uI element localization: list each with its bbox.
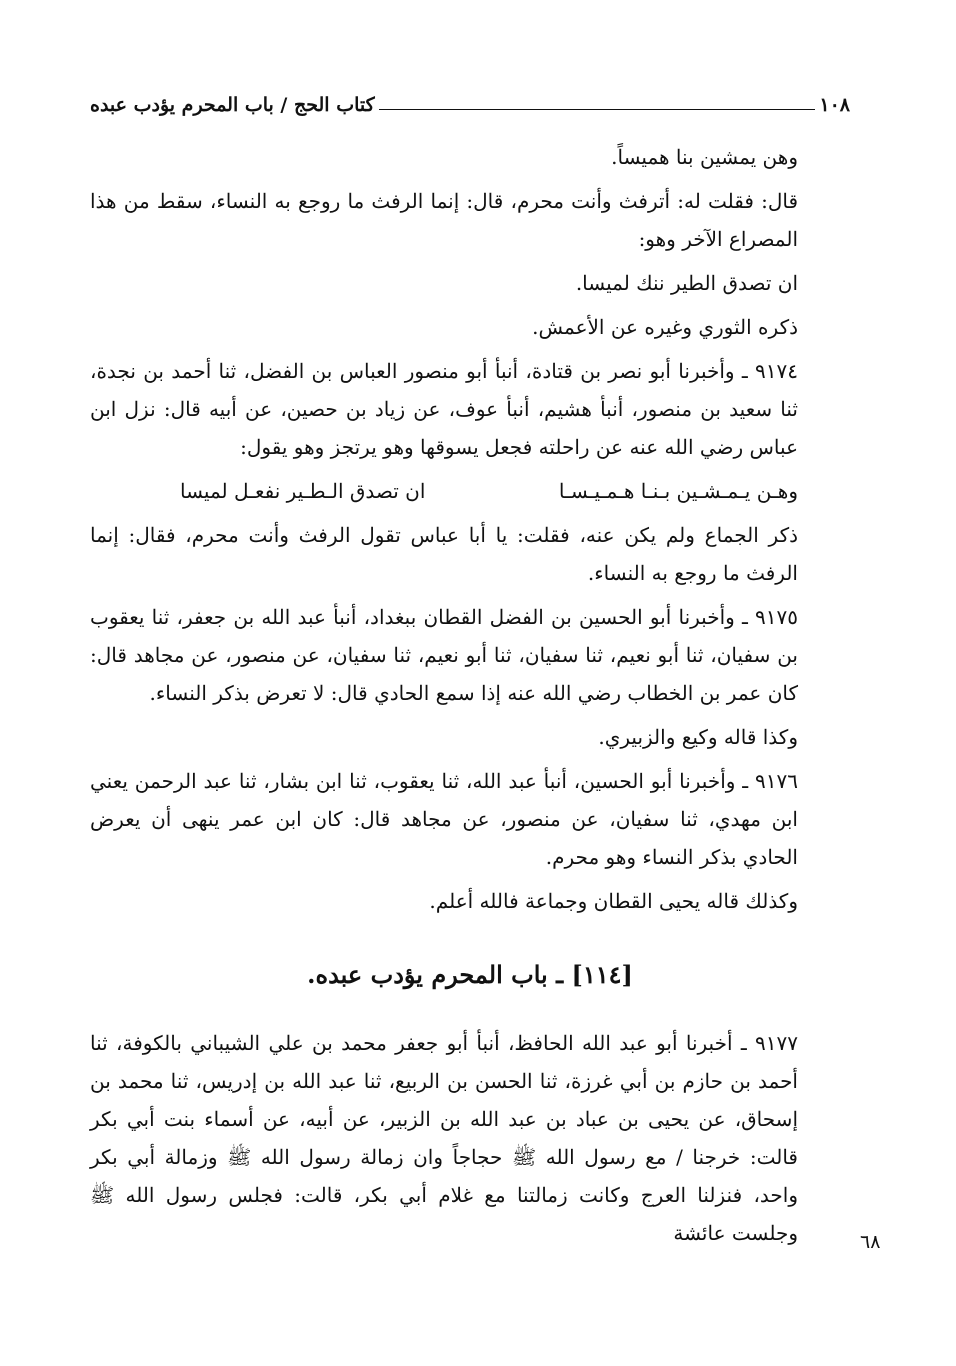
- page-number: ١٠٨: [819, 94, 850, 116]
- paragraph: وهن يمشين بنا هميساً.: [611, 145, 798, 169]
- margin-page-reference: ٦٨: [860, 1231, 881, 1253]
- header-rule: [379, 109, 816, 110]
- paragraph: ان تصدق الطير ننك لميسا.: [575, 271, 798, 295]
- hadith-9176: ٩١٧٦ ـ وأخبرنا أبو الحسين، أنبأ عبد الله، ثنا يعقوب، ثنا ابن بشار، ثنا عبد الرحمن يعني ابن مهدي، ثنا سفيان، عن منصور، عن مجاهد قال: كان ابن عمر ينهى أن يعرض الحادي بذكر النساء وهو محرم.: [90, 769, 798, 869]
- hadith-9175: ٩١٧٥ ـ وأخبرنا أبو الحسين بن الفضل القطان ببغداد، أنبأ عبد الله بن جعفر، ثنا يعقوب بن سفيان، ثنا أبو نعيم، ثنا سفيان، ثنا أبو نعيم، ثنا سفيان، عن منصور، عن مجاهد قال: كان عمر بن الخطاب رضي الله عنه إذا سمع الحادي قال: لا تعرض بذكر النساء.: [90, 605, 798, 705]
- poetry-verse: [90, 472, 850, 510]
- paragraph: ذكر الجماع ولم يكن عنه، فقلت: يا أبا عباس تقول الرفث وأنت محرم، فقال: إنما الرفث ما روجع به النساء.: [90, 523, 798, 585]
- running-title: كتاب الحج / باب المحرم يؤدب عبده: [90, 94, 375, 116]
- chapter-heading: [١١٤] ـ باب المحرم يؤدب عبده.: [307, 960, 633, 989]
- paragraph: قال: فقلت له: أترفث وأنت محرم، قال: إنما الرفث ما روجع به النساء، سقط من هذا المصراع الآخر وهو:: [90, 189, 798, 251]
- verse-first-half: وهـن يـمـشـين بـنـا هـمـيـسـا: [558, 479, 798, 503]
- paragraph: وكذلك قاله يحيى القطان وجماعة فالله أعلم.: [429, 889, 798, 913]
- page: [90, 88, 850, 1258]
- verse-second-half: ان تصدق الـطـير نفعـل لميسا: [180, 479, 426, 503]
- hadith-9177: ٩١٧٧ ـ أخبرنا أبو عبد الله الحافظ، أنبأ أبو جعفر محمد بن علي الشيباني بالكوفة، ثنا أحمد بن حازم بن أبي غرزة، ثنا الحسن بن الربيع، ثنا عبد الله بن إدريس، ثنا محمد بن إسحاق، عن يحيى بن عباد بن عبد الله بن الزبير، عن أبيه، عن أسماء بنت أبي بكر قالت: خرجنا / مع رسول الله ﷺ حجاجاً وان زمالة رسول الله ﷺ وزمالة أبي بكر واحد، فنزلنا العرج وكانت زمالتنا مع غلام أبي بكر، قالت: فجلس رسول الله ﷺ وجلست عائشة: [90, 1031, 798, 1245]
- running-header: [90, 88, 850, 116]
- page-body: [90, 138, 850, 1252]
- hadith-9174: ٩١٧٤ ـ وأخبرنا أبو نصر بن قتادة، أنبأ أبو منصور العباس بن الفضل، ثنا أحمد بن نجدة، ثنا سعيد بن منصور، أنبأ هشيم، أنبأ عوف، عن زياد بن حصين، عن أبيه قال: نزل ابن عباس رضي الله عنه عن راحلته فجعل يسوقها وهو يرتجز وهو يقول:: [90, 359, 798, 459]
- paragraph: ذكره الثوري وغيره عن الأعمش.: [532, 315, 798, 339]
- paragraph: وكذا قاله وكيع والزبيري.: [598, 725, 798, 749]
